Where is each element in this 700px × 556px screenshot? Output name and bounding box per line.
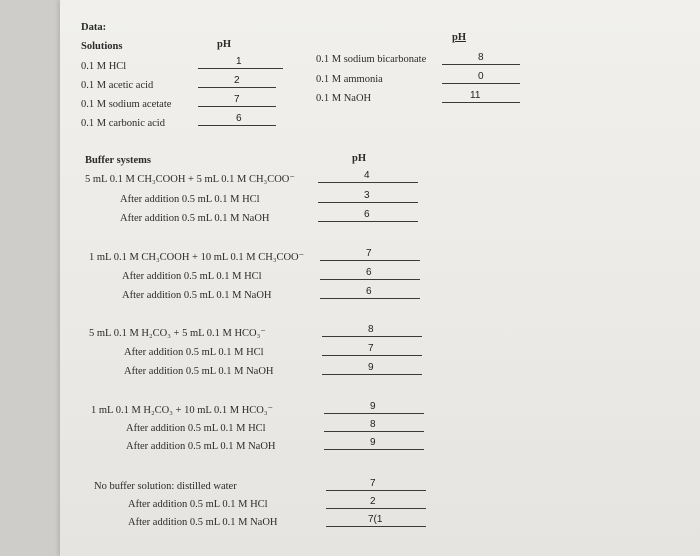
ph-answer-blank[interactable] xyxy=(322,362,422,375)
ph-answer: 7 xyxy=(234,94,240,105)
ph-answer: 8 xyxy=(370,419,376,430)
buffer-title: No buffer solution: distilled water xyxy=(94,481,237,492)
ph-answer: 6 xyxy=(364,209,370,220)
solution-name: 0.1 M HCl xyxy=(81,61,127,72)
ph-answer-blank[interactable] xyxy=(322,324,422,337)
ph-answer: 6 xyxy=(366,286,372,297)
ph-answer: 2 xyxy=(370,496,376,507)
solution-name: 0.1 M sodium bicarbonate xyxy=(316,54,427,65)
ph-answer-blank[interactable] xyxy=(326,478,426,491)
ph-answer-blank[interactable] xyxy=(324,437,424,450)
ph-answer-blank[interactable] xyxy=(320,286,420,299)
ph-answer-blank[interactable] xyxy=(442,52,520,65)
solution-name: 0.1 M ammonia xyxy=(316,74,383,85)
ph-answer: 2 xyxy=(234,75,240,86)
ph-answer-blank[interactable] xyxy=(198,113,276,126)
ph-answer: 4 xyxy=(364,170,370,181)
solution-name: 0.1 M sodium acetate xyxy=(81,99,172,110)
after-hcl-label: After addition 0.5 mL 0.1 M HCl xyxy=(126,423,266,434)
solutions-heading: Solutions xyxy=(81,41,123,52)
solution-name: 0.1 M NaOH xyxy=(316,93,372,104)
ph-answer-blank[interactable] xyxy=(318,190,418,203)
ph-answer: 7(1 xyxy=(368,514,383,525)
after-hcl-label: After addition 0.5 mL 0.1 M HCl xyxy=(128,499,268,510)
solution-name: 0.1 M acetic acid xyxy=(81,80,154,91)
ph-answer-blank[interactable] xyxy=(326,514,426,527)
ph-answer-blank[interactable] xyxy=(442,90,520,103)
buffer-title: 1 mL 0.1 M CH₃COOH + 10 mL 0.1 M CH₃COO⁻ xyxy=(89,252,305,263)
ph-answer-blank[interactable] xyxy=(320,267,420,280)
ph-answer: 0 xyxy=(478,71,484,82)
ph-answer: 9 xyxy=(370,401,376,412)
ph-answer: 7 xyxy=(366,248,372,259)
after-hcl-label: After addition 0.5 mL 0.1 M HCl xyxy=(124,347,264,358)
ph-answer: 7 xyxy=(368,343,374,354)
ph-answer: 6 xyxy=(236,113,242,124)
data-heading: Data: xyxy=(81,22,107,33)
ph-answer-blank[interactable] xyxy=(318,209,418,222)
ph-answer: 6 xyxy=(366,267,372,278)
ph-answer: 1 xyxy=(236,56,242,67)
buffer-heading: Buffer systems xyxy=(85,155,152,166)
ph-answer: 8 xyxy=(368,324,374,335)
solution-name: 0.1 M carbonic acid xyxy=(81,118,165,129)
ph-answer-blank[interactable] xyxy=(320,248,420,261)
ph-answer: 11 xyxy=(470,90,481,101)
ph-answer-blank[interactable] xyxy=(324,419,424,432)
ph-answer-blank[interactable] xyxy=(322,343,422,356)
buffer-title: 5 mL 0.1 M CH₃COOH + 5 mL 0.1 M CH₃COO⁻ xyxy=(85,174,295,185)
ph-answer: 8 xyxy=(478,52,484,63)
ph-heading-buffer: pH xyxy=(352,153,367,164)
ph-answer: 7 xyxy=(370,478,376,489)
ph-heading-left: pH xyxy=(217,39,232,50)
ph-answer-blank[interactable] xyxy=(326,496,426,509)
after-naoh-label: After addition 0.5 mL 0.1 M NaOH xyxy=(120,213,270,224)
ph-answer-blank[interactable] xyxy=(324,401,424,414)
ph-answer-blank[interactable] xyxy=(318,170,418,183)
after-naoh-label: After addition 0.5 mL 0.1 M NaOH xyxy=(128,517,278,528)
after-naoh-label: After addition 0.5 mL 0.1 M NaOH xyxy=(124,366,274,377)
after-hcl-label: After addition 0.5 mL 0.1 M HCl xyxy=(120,194,260,205)
ph-answer-blank[interactable] xyxy=(442,71,520,84)
ph-answer: 9 xyxy=(368,362,374,373)
ph-answer: 3 xyxy=(364,190,370,201)
buffer-title: 1 mL 0.1 M H₂CO₃ + 10 mL 0.1 M HCO₃⁻ xyxy=(91,405,274,416)
ph-answer-blank[interactable] xyxy=(198,56,283,69)
after-hcl-label: After addition 0.5 mL 0.1 M HCl xyxy=(122,271,262,282)
after-naoh-label: After addition 0.5 mL 0.1 M NaOH xyxy=(126,441,276,452)
ph-answer-blank[interactable] xyxy=(198,94,276,107)
buffer-title: 5 mL 0.1 M H₂CO₃ + 5 mL 0.1 M HCO₃⁻ xyxy=(89,328,266,339)
ph-answer: 9 xyxy=(370,437,376,448)
after-naoh-label: After addition 0.5 mL 0.1 M NaOH xyxy=(122,290,272,301)
ph-answer-blank[interactable] xyxy=(198,75,276,88)
ph-heading-right: pH xyxy=(452,32,467,43)
